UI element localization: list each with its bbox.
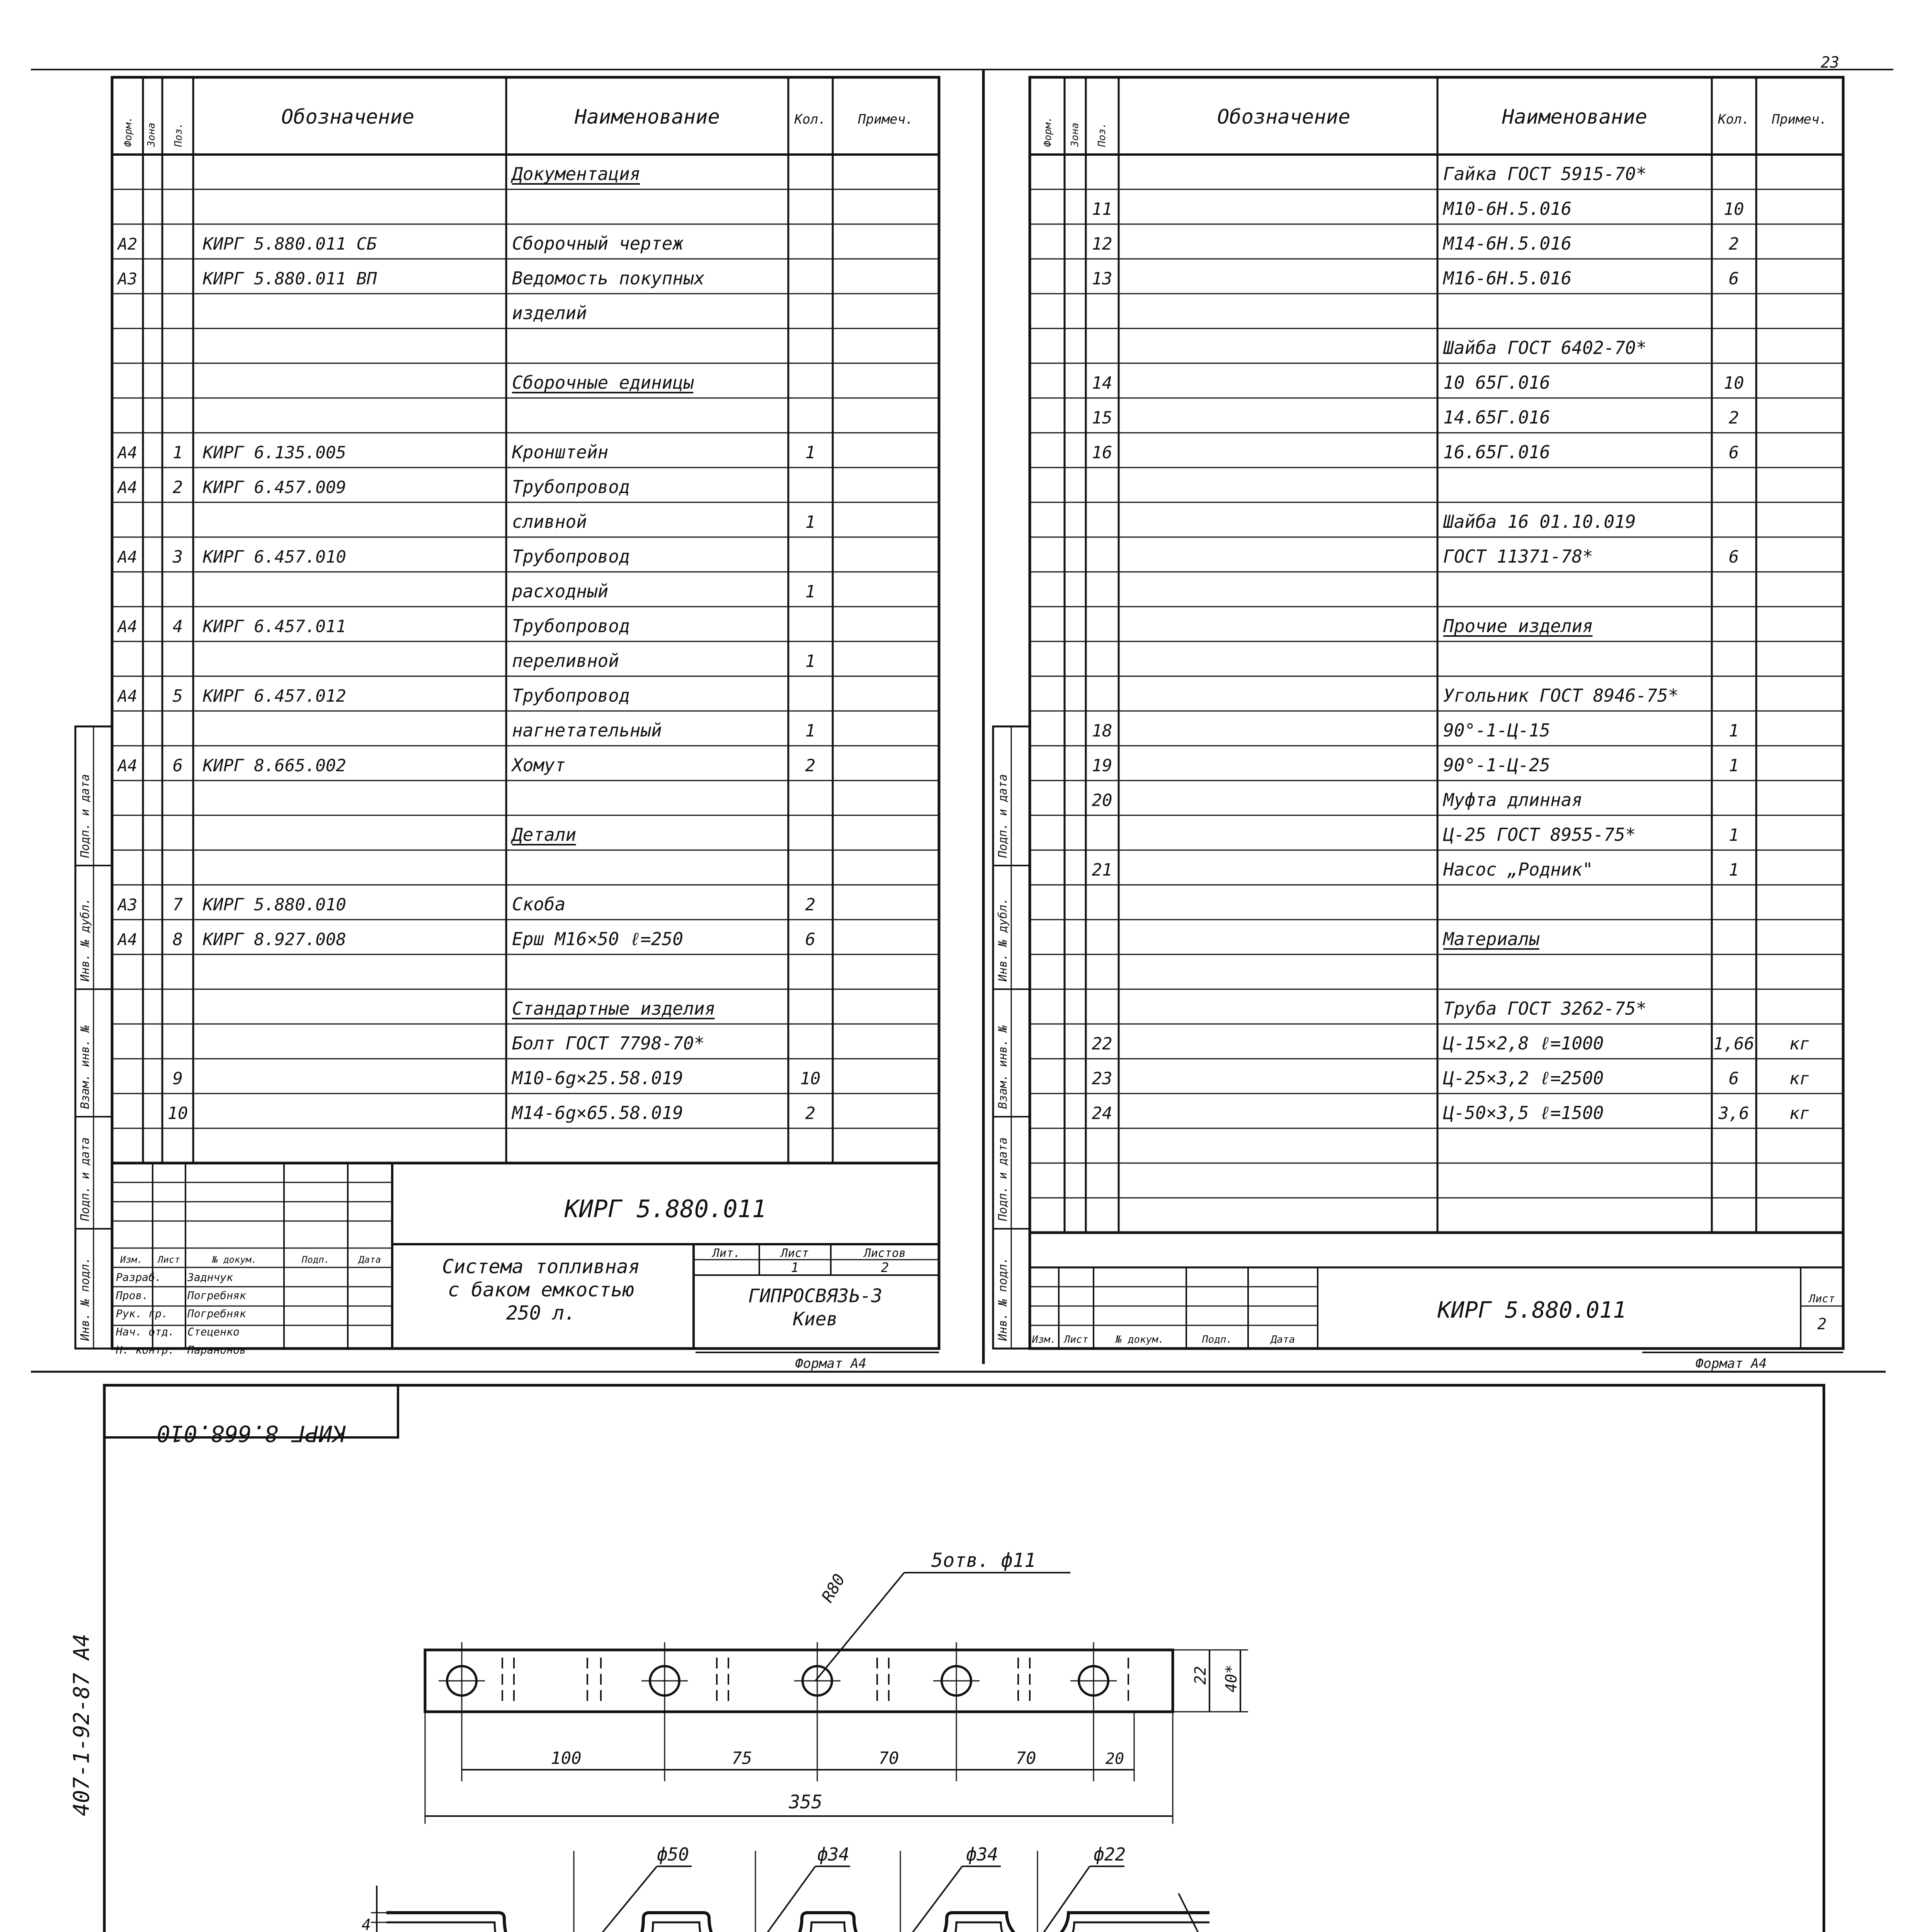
spec-row-pos: 7 <box>172 895 183 915</box>
col-header-zone: Зона <box>1069 122 1081 147</box>
col-header-format: Форм. <box>1042 116 1054 147</box>
col-header-note: Примеч. <box>858 112 913 127</box>
spec-row-designation: КИРГ 6.135.005 <box>203 443 346 463</box>
spec-row-qty: 1 <box>805 512 816 532</box>
spec-row-name: изделий <box>512 303 587 323</box>
spec-row-name: М10-6Н.5.016 <box>1443 198 1572 219</box>
spec-section-heading: Сборочные единицы <box>512 372 694 393</box>
spec-row-pos: 13 <box>1092 269 1112 289</box>
spec-row-name: Ведомость покупных <box>512 268 705 289</box>
side-stamp-label: Взам. инв. № <box>996 1025 1010 1109</box>
diameter-callout: ф22 <box>1094 1844 1126 1865</box>
spec-row-pos: 1 <box>172 443 183 463</box>
title-col-label: № докум. <box>1116 1334 1164 1345</box>
spec-row-designation: КИРГ 5.880.011 ВП <box>203 269 377 289</box>
title-org-city: Киев <box>793 1308 838 1330</box>
spec-row-name: Гайка ГОСТ 5915-70* <box>1443 163 1647 184</box>
side-stamp-label: Инв. № подл. <box>996 1257 1010 1341</box>
spec-row-pos: 6 <box>172 756 183 776</box>
dimension-value: 20 <box>1105 1750 1124 1768</box>
spec-row-pos: 4 <box>172 617 183 636</box>
spec-section-heading: Детали <box>512 824 577 845</box>
diameter-callout: ф34 <box>966 1844 998 1865</box>
side-stamp-label: Подп. и дата <box>78 1137 92 1221</box>
spec-row-qty: 1 <box>805 721 816 741</box>
side-stamp-label: Подп. и дата <box>996 1137 1010 1221</box>
spec-row-designation: КИРГ 6.457.012 <box>203 686 346 706</box>
spec-row-name: М10-6g×25.58.019 <box>512 1068 684 1088</box>
page-number: 23 <box>1820 54 1839 71</box>
side-stamp-label: Инв. № подл. <box>78 1257 92 1341</box>
title-role: Рук. гр. <box>116 1307 168 1320</box>
spec-row-qty: 2 <box>805 895 816 915</box>
spec-row-name: нагнетательный <box>512 720 662 741</box>
spec-row-designation: КИРГ 8.665.002 <box>203 756 346 776</box>
col-header-qty: Кол. <box>794 112 826 127</box>
col-header-name: Наименование <box>575 105 720 129</box>
spec-row-pos: 21 <box>1092 860 1112 880</box>
spec-row-name: 90°-1-Ц-15 <box>1443 720 1550 741</box>
side-stamp-label: Взам. инв. № <box>78 1025 92 1109</box>
spec-row-qty: 1 <box>805 582 816 602</box>
bent-strip-profile-inner <box>386 1922 1209 1932</box>
spec-row-name: Скоба <box>512 894 566 915</box>
dimension-value: 4 <box>361 1916 371 1932</box>
spec-row-format: А3 <box>117 895 138 914</box>
title-role: Н. контр. <box>116 1344 175 1356</box>
col-header-designation: Обозначение <box>281 105 415 129</box>
diameter-callout: ф34 <box>817 1844 850 1865</box>
spec-row-qty: 1 <box>805 443 816 463</box>
dimension-value: 70 <box>878 1748 899 1768</box>
spec-section-heading: Прочие изделия <box>1443 616 1593 636</box>
title-sheets-label: Листов <box>864 1247 906 1260</box>
spec-row-qty: 1 <box>805 651 816 671</box>
spec-row-pos: 2 <box>172 478 183 497</box>
spec-row-name: Трубопровод <box>512 546 630 567</box>
dimension-value: 75 <box>731 1748 752 1768</box>
spec-row-qty: 3,6 <box>1718 1104 1749 1123</box>
spec-row-name: 10 65Г.016 <box>1443 372 1550 393</box>
spec-row-qty: 10 <box>1723 373 1744 393</box>
spec-row-designation: КИРГ 5.880.011 СБ <box>203 234 377 254</box>
side-stamp-label: Инв. № дубл. <box>996 898 1010 981</box>
spec-row-format: А4 <box>117 443 138 462</box>
spec-row-note: кг <box>1789 1104 1810 1123</box>
col-header-pos: Поз. <box>173 122 184 147</box>
spec-row-name: Сборочный чертеж <box>512 233 684 254</box>
part-drawing-frame <box>104 1385 1824 1932</box>
spec-row-note: кг <box>1789 1034 1810 1054</box>
col-header-format: Форм. <box>122 116 134 147</box>
title-doc-number: КИРГ 5.880.011 <box>1437 1297 1626 1323</box>
radius-callout: R80 <box>818 1570 849 1605</box>
spec-row-qty: 10 <box>1723 199 1744 219</box>
spec-row-qty: 1 <box>1728 825 1739 845</box>
spec-row-name: Ц-25 ГОСТ 8955-75* <box>1443 824 1636 845</box>
spec-row-qty: 6 <box>1728 1069 1739 1088</box>
spec-row-designation: КИРГ 8.927.008 <box>203 930 346 949</box>
title-name-line: Система топливная <box>442 1255 640 1278</box>
spec-row-designation: КИРГ 6.457.009 <box>203 478 346 497</box>
spec-row-name: переливной <box>512 650 619 671</box>
title-stage-label: Лит. <box>712 1247 741 1260</box>
spec-row-name: Кронштейн <box>512 442 609 463</box>
spec-row-format: А3 <box>117 269 138 288</box>
spec-row-format: А4 <box>117 548 138 566</box>
title-role: Разраб. <box>116 1271 162 1284</box>
spec-row-name: 90°-1-Ц-25 <box>1443 755 1550 776</box>
side-stamp-label: Подп. и дата <box>996 774 1010 858</box>
spec-row-qty: 6 <box>1728 269 1739 289</box>
spec-row-name: Шайба ГОСТ 6402-70* <box>1443 337 1647 358</box>
title-col-label: Подп. <box>301 1254 330 1265</box>
spec-row-qty: 2 <box>1728 234 1739 254</box>
title-person: Паранонов <box>187 1344 246 1356</box>
spec-row-pos: 10 <box>167 1104 188 1123</box>
spec-row-format: А4 <box>117 617 138 636</box>
spec-row-pos: 12 <box>1092 234 1112 254</box>
spec-section-heading: Стандартные изделия <box>512 998 716 1019</box>
dimension-value: 355 <box>789 1791 823 1813</box>
spec-right-title-block <box>1030 1233 1843 1349</box>
spec-row-format: А4 <box>117 756 138 775</box>
spec-row-name: 14.65Г.016 <box>1443 407 1550 428</box>
side-stamp-label: Инв. № дубл. <box>78 898 92 981</box>
title-org: ГИПРОСВЯЗЬ-3 <box>748 1285 883 1307</box>
title-name-line: с баком емкостью <box>448 1279 634 1301</box>
hole-callout: 5отв. ф11 <box>931 1549 1036 1571</box>
strip-plan-view <box>425 1642 1173 1719</box>
title-person: Погребняк <box>187 1307 246 1320</box>
title-sheet-value: 2 <box>1817 1315 1827 1333</box>
title-person: Погребняк <box>187 1289 246 1302</box>
spec-row-pos: 16 <box>1092 443 1112 463</box>
spec-row-pos: 24 <box>1092 1104 1112 1123</box>
spec-row-name: Болт ГОСТ 7798-70* <box>512 1033 705 1054</box>
title-sheets-value: 2 <box>881 1260 889 1276</box>
spec-row-qty: 1 <box>1728 756 1739 776</box>
col-header-designation: Обозначение <box>1217 105 1351 129</box>
spec-row-qty: 2 <box>1728 408 1739 428</box>
spec-row-name: Насос „Родник" <box>1443 859 1593 880</box>
spec-row-name: М14-6Н.5.016 <box>1443 233 1572 254</box>
dimension-value: 22 <box>1192 1666 1209 1685</box>
spec-row-name: Трубопровод <box>512 476 630 497</box>
diameter-callout: ф50 <box>657 1844 689 1865</box>
spec-row-name: Ц-15×2,8 ℓ=1000 <box>1443 1033 1604 1054</box>
spec-row-pos: 11 <box>1092 199 1112 219</box>
title-role: Пров. <box>116 1289 149 1302</box>
spec-row-designation: КИРГ 5.880.010 <box>203 895 346 915</box>
spec-row-name: Угольник ГОСТ 8946-75* <box>1443 685 1679 706</box>
spec-row-qty: 6 <box>805 930 816 949</box>
spec-row-format: А2 <box>117 235 138 253</box>
col-header-zone: Зона <box>146 122 157 147</box>
title-col-label: Подп. <box>1202 1334 1233 1345</box>
title-sheet-value: 1 <box>791 1260 799 1276</box>
sheet-code: 407-1-92-87 А4 <box>69 1633 94 1816</box>
spec-section-heading: Материалы <box>1443 929 1540 949</box>
spec-row-format: А4 <box>117 478 138 497</box>
spec-row-pos: 5 <box>172 686 183 706</box>
spec-row-qty: 2 <box>805 756 816 776</box>
side-stamp-label: Подп. и дата <box>78 774 92 858</box>
spec-row-name: 16.65Г.016 <box>1443 442 1550 463</box>
spec-row-name: Трубопровод <box>512 616 630 636</box>
spec-section-heading: Документация <box>512 163 641 184</box>
spec-row-pos: 18 <box>1092 721 1112 741</box>
spec-row-pos: 20 <box>1092 791 1112 810</box>
spec-row-name: М14-6g×65.58.019 <box>512 1102 684 1123</box>
title-name-line: 250 л. <box>506 1302 576 1324</box>
spec-row-pos: 22 <box>1092 1034 1112 1054</box>
spec-row-name: Ерш М16×50 ℓ=250 <box>512 929 684 949</box>
spec-row-name: Хомут <box>512 755 566 776</box>
col-header-qty: Кол. <box>1718 112 1750 127</box>
spec-row-name: Ц-25×3,2 ℓ=2500 <box>1443 1068 1604 1088</box>
spec-row-name: Ц-50×3,5 ℓ=1500 <box>1443 1102 1604 1123</box>
spec-row-pos: 15 <box>1092 408 1112 428</box>
spec-row-format: А4 <box>117 930 138 949</box>
spec-row-pos: 3 <box>172 547 183 567</box>
title-col-label: Лист <box>158 1254 180 1265</box>
spec-row-pos: 19 <box>1092 756 1112 776</box>
spec-row-qty: 1 <box>1728 721 1739 741</box>
title-col-label: Изм. <box>120 1254 143 1265</box>
spec-row-name: Труба ГОСТ 3262-75* <box>1443 998 1647 1019</box>
title-sheet-label: Лист <box>781 1247 809 1260</box>
spec-row-qty: 10 <box>800 1069 821 1088</box>
spec-row-qty: 6 <box>1728 443 1739 463</box>
col-header-pos: Поз. <box>1096 122 1108 147</box>
spec-row-name: Трубопровод <box>512 685 630 706</box>
corner-stamp-text: КИРГ 8.668.010 <box>156 1420 346 1447</box>
spec-row-qty: 6 <box>1728 547 1739 567</box>
title-col-label: Изм. <box>1032 1334 1056 1345</box>
spec-row-pos: 14 <box>1092 373 1112 393</box>
col-header-name: Наименование <box>1502 105 1647 129</box>
spec-row-name: расходный <box>512 581 609 602</box>
spec-row-qty: 2 <box>805 1104 816 1123</box>
dimension-value: 40* <box>1223 1664 1240 1692</box>
col-header-note: Примеч. <box>1772 112 1827 127</box>
title-doc-number: КИРГ 5.880.011 <box>564 1195 767 1223</box>
sheet-format: Формат А4 <box>795 1356 867 1371</box>
leader-line <box>881 1866 962 1932</box>
spec-row-note: кг <box>1789 1069 1810 1088</box>
spec-row-name: ГОСТ 11371-78* <box>1443 546 1593 567</box>
title-col-label: Дата <box>359 1254 381 1265</box>
dimension-value: 70 <box>1015 1748 1036 1768</box>
title-col-label: № докум. <box>212 1254 257 1265</box>
dimension-value: 100 <box>551 1748 582 1768</box>
spec-row-pos: 9 <box>172 1069 183 1088</box>
title-col-label: Лист <box>1064 1334 1089 1345</box>
spec-row-name: М16-6Н.5.016 <box>1443 268 1572 289</box>
spec-row-name: Шайба 16 01.10.019 <box>1443 511 1636 532</box>
leader-line <box>539 1866 657 1932</box>
title-role: Нач. отд. <box>116 1325 175 1338</box>
sheet-format: Формат А4 <box>1695 1356 1767 1371</box>
spec-row-format: А4 <box>117 687 138 706</box>
title-col-label: Дата <box>1271 1334 1295 1345</box>
title-sheet-label: Лист <box>1809 1292 1835 1305</box>
spec-row-qty: 1 <box>1728 860 1739 880</box>
title-person: Стеценко <box>187 1325 240 1338</box>
spec-row-pos: 8 <box>172 930 183 949</box>
spec-row-name: Муфта длинная <box>1443 789 1583 810</box>
title-person: Заднчук <box>187 1271 233 1284</box>
spec-row-designation: КИРГ 6.457.011 <box>203 617 346 636</box>
spec-row-name: сливной <box>512 511 587 532</box>
spec-row-pos: 23 <box>1092 1069 1112 1088</box>
spec-row-qty: 1,66 <box>1713 1034 1754 1054</box>
spec-row-designation: КИРГ 6.457.010 <box>203 547 346 567</box>
